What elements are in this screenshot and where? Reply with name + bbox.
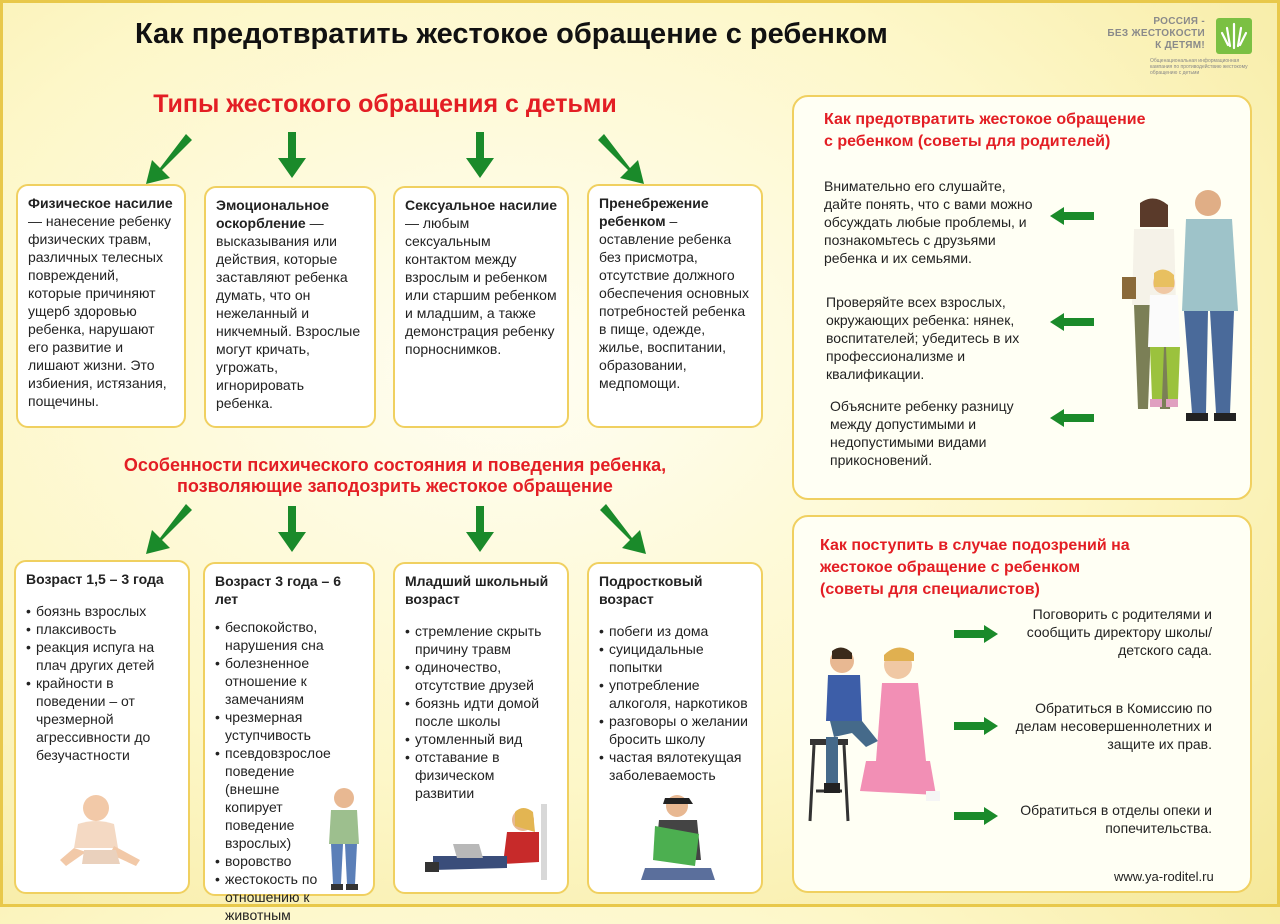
specialists-tip-3: Обратиться в отделы опеки и попечительства.	[1020, 802, 1212, 836]
specialists-tip-1: Поговорить с родителями и сообщить директору школы/детского сада.	[1026, 606, 1212, 658]
website-url[interactable]: www.ya-roditel.ru	[1114, 869, 1214, 884]
list-item: • частая вялотекущая заболеваемость	[599, 748, 751, 784]
list-item: • отставание в физическом развитии	[405, 748, 557, 802]
arrow-left-icon	[1050, 207, 1094, 225]
page-title: Как предотвратить жестокое обращение с ребенком	[135, 18, 888, 50]
sign-card-teen: Подростковый возраст • побеги из дома • суицидальные попытки • употребление алкоголя, наркотиков • разговоры о желании бросить школу • частая вялотекущая заболеваемость	[587, 562, 763, 894]
arrow-down-right-icon	[590, 130, 650, 190]
list-item: • употребление алкоголя, наркотиков	[599, 676, 751, 712]
type-card-emotional: Эмоциональное оскорбление — высказывания или действия, которые заставляют ребенка думать, что он нежеланный и никчемный. Взрослые могут кричать, угрожать, игнорировать ребенка.	[204, 186, 376, 428]
parents-tip-1: Внимательно его слушайте, дайте понять, что с вами можно обсуждать любые проблемы, и познакомьтесь с друзьями ребенка и их семьями.	[824, 178, 1033, 266]
nurse-with-boy-illustration	[806, 641, 948, 825]
list-item: • стремление скрыть причину травм	[405, 622, 557, 658]
list-item: • разговоры о желании бросить школу	[599, 712, 751, 748]
list-item: • крайности в поведении – от чрезмерной агрессивности до безучастности	[26, 674, 178, 764]
list-item: • псевдовзрослое поведение (внешне копирует поведение взрослых)	[215, 744, 327, 852]
specialists-panel-title: Как поступить в случае подозрений на жестокое обращение с ребенком (советы для специалистов)	[820, 537, 1130, 598]
list-item: • чрезмерная уступчивость	[215, 708, 363, 744]
sign-card-age-3-6: Возраст 3 года – 6 лет • беспокойство, нарушения сна • болезненное отношение к замечаниям • чрезмерная уступчивость • псевдовзрослое поведение (внешне копирует поведение взрослых) • воровство • жестокость по отношению к животным	[203, 562, 375, 896]
teen-with-book-illustration	[641, 790, 721, 886]
type-card-neglect: Пренебрежение ребенком – оставление ребенка без присмотра, отсутствие должного обеспечения основных потребностей ребенка в пище, одежде, жилье, воспитании, образовании, медпомощи.	[587, 184, 763, 428]
type-card-sexual: Сексуальное насилие — любым сексуальным контактом между взрослым и ребенком или старшим ребенком и младшим, а также демонстрация ребенку порноснимков.	[393, 186, 569, 428]
specialists-tip-2: Обратиться в Комиссию по делам несовершеннолетних и защите их прав.	[1015, 700, 1212, 752]
specialists-advice-panel	[792, 515, 1252, 893]
list-item: • болезненное отношение к замечаниям	[215, 654, 363, 708]
girl-with-laptop-illustration	[423, 804, 553, 880]
list-item: • беспокойство, нарушения сна	[215, 618, 363, 654]
sign-card-junior-school: Младший школьный возраст • стремление скрыть причину травм • одиночество, отсутствие друзей • боязнь идти домой после школы • утомленный вид • отставание в физическом развитии	[393, 562, 569, 894]
arrow-left-icon	[1050, 409, 1094, 427]
logo-subtext: Общенациональная информационная кампания по противодействию жестокому обращению с детьми	[1150, 58, 1248, 76]
sign-card-age-1-3: Возраст 1,5 – 3 года • боязнь взрослых • плаксивость • реакция испуга на плач других детей • крайности в поведении – от чрезмерной агрессивности до безучастности	[14, 560, 190, 894]
logo-text: РОССИЯ - БЕЗ ЖЕСТОКОСТИ К ДЕТЯМ!	[1107, 16, 1205, 51]
sign-list	[599, 622, 751, 784]
list-item: • воровство	[215, 852, 363, 870]
list-item: • утомленный вид	[405, 730, 557, 748]
parents-panel-title: Как предотвратить жестокое обращение с ребенком (советы для родителей)	[824, 111, 1146, 150]
arrow-down-left-icon	[140, 130, 200, 190]
list-item: • боязнь идти домой после школы	[405, 694, 557, 730]
signs-section-title: Особенности психического состояния и поведения ребенка, позволяющие заподозрить жестокое обращение	[123, 455, 667, 496]
arrow-right-icon	[954, 625, 998, 643]
campaign-logo	[1090, 16, 1265, 80]
types-section-title: Типы жестокого обращения с детьми	[153, 90, 617, 118]
list-item: • плаксивость	[26, 620, 178, 638]
arrow-down-icon	[262, 128, 322, 188]
arrow-right-icon	[954, 717, 998, 735]
list-item: • побеги из дома	[599, 622, 751, 640]
list-item: • боязнь взрослых	[26, 602, 178, 620]
parents-tip-3: Объясните ребенку разницу между допустимыми и недопустимыми видами прикосновений.	[830, 398, 1014, 468]
arrow-down-icon	[262, 502, 322, 562]
type-card-physical: Физическое насилие — нанесение ребенку физических травм, различных телесных повреждений, которые причиняют ущерб здоровью ребенка, нарушают его развитие и лишают жизни. Это избиения, истязания, пощечины.	[16, 184, 186, 428]
arrow-down-icon	[450, 502, 510, 562]
arrow-down-icon	[450, 128, 510, 188]
arrow-down-right-icon	[592, 500, 652, 560]
parents-tip-2: Проверяйте всех взрослых, окружающих ребенка: нянек, воспитателей; убедитесь в их профессионализме и квалификации.	[826, 294, 1020, 382]
standing-boy-illustration	[321, 786, 367, 894]
sign-list	[405, 622, 557, 802]
list-item: • одиночество, отсутствие друзей	[405, 658, 557, 694]
parents-advice-panel	[792, 95, 1252, 500]
arrow-down-left-icon	[140, 500, 200, 560]
list-item: • реакция испуга на плач других детей	[26, 638, 178, 674]
family-illustration	[1112, 187, 1246, 427]
arrow-right-icon	[954, 807, 998, 825]
arrow-left-icon	[1050, 313, 1094, 331]
list-item: • жестокость по отношению к животным	[215, 870, 327, 924]
sitting-baby-illustration	[56, 790, 146, 870]
sign-list	[26, 602, 178, 764]
green-hands-icon	[1216, 18, 1252, 54]
list-item: • суицидальные попытки	[599, 640, 751, 676]
